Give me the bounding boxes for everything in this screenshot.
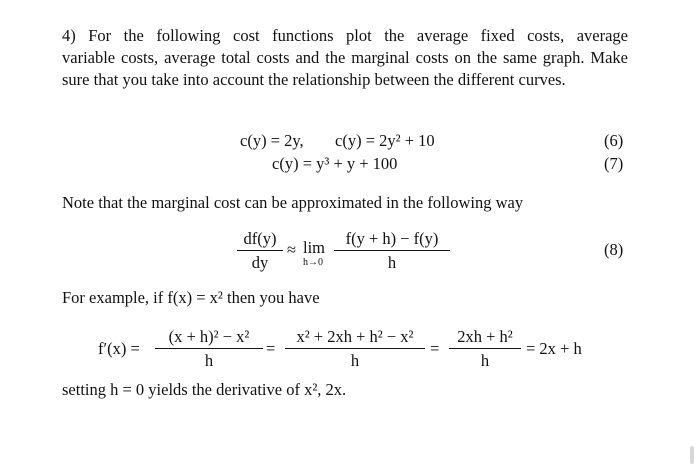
fraction-bar — [334, 250, 450, 251]
approx-symbol: ≈ — [287, 240, 297, 259]
conclusion-text: setting h = 0 yields the derivative of x², 2x. — [62, 380, 347, 399]
difference-quotient-numerator: f(y + h) − f(y) — [345, 229, 439, 248]
example-text: For example, if f(x) = x² then you have — [62, 288, 320, 307]
equation-8-number: (8) — [604, 240, 624, 259]
equation-6-right: c(y) = 2y² + 10 — [335, 131, 435, 150]
equals-sign-2: = — [430, 339, 440, 358]
problem-first-line: 4) For the following cost functions plot the average fixed costs, average — [62, 26, 628, 45]
fraction-bar — [449, 348, 521, 349]
fraction-2-numerator: x² + 2xh + h² − x² — [296, 327, 414, 346]
fraction-bar — [155, 348, 263, 349]
difference-quotient-denominator: h — [387, 253, 397, 272]
derivative-denominator: dy — [251, 253, 269, 272]
fraction-bar — [285, 348, 425, 349]
equation-7: c(y) = y³ + y + 100 — [272, 154, 398, 173]
limit-subscript: h→0 — [303, 257, 323, 268]
equals-sign-1: = — [266, 339, 276, 358]
fraction-3-denominator: h — [480, 351, 490, 370]
limit-operator: lim — [303, 238, 326, 257]
derivative-fraction-2 — [285, 327, 425, 371]
fraction-1-numerator: (x + h)² − x² — [168, 327, 250, 346]
derivative-fraction — [237, 229, 283, 273]
difference-quotient — [334, 229, 450, 273]
scrollbar-thumb[interactable] — [690, 446, 694, 464]
note-text: Note that the marginal cost can be approximated in the following way — [62, 193, 524, 212]
problem-statement — [62, 25, 628, 91]
fraction-2-denominator: h — [350, 351, 360, 370]
derivative-result: = 2x + h — [526, 339, 582, 358]
derivative-fraction-1 — [155, 327, 263, 371]
derivative-numerator: df(y) — [243, 229, 277, 248]
equation-6-left: c(y) = 2y, — [240, 131, 304, 150]
fraction-bar — [237, 250, 283, 251]
derivative-fraction-3 — [449, 327, 521, 371]
fraction-3-numerator: 2xh + h² — [457, 327, 513, 346]
equation-7-number: (7) — [604, 154, 624, 173]
problem-continuation: variable costs, average total costs and the marginal costs on the same graph. Make sure that you take into account the relationship between the different curves. — [62, 48, 628, 89]
derivative-lhs: f′(x) = — [98, 339, 140, 358]
fraction-1-denominator: h — [204, 351, 214, 370]
equation-6-number: (6) — [604, 131, 624, 150]
